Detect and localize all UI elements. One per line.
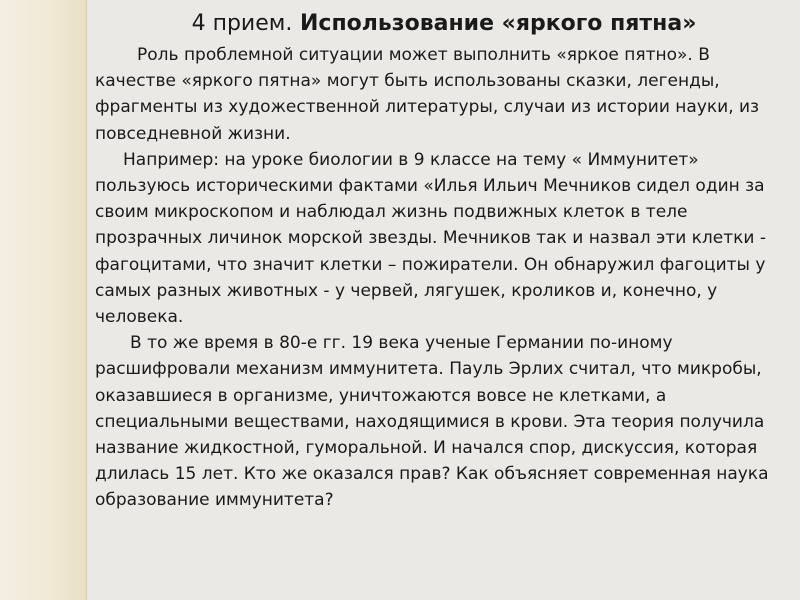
title-main: Использование «яркого пятна» <box>300 11 697 36</box>
slide-content <box>95 8 793 514</box>
paragraph-intro: Роль проблемной ситуации может выполнить «яркое пятно». В качестве «яркого пятна» могут быть использованы сказки, легенды, фрагменты из художественной литературы, случаи из истории науки, из повседневной жизни. <box>95 45 760 144</box>
paragraph-example-mechnikov: Например: на уроке биологии в 9 классе на тему « Иммунитет» пользуюсь историческими фактами «Илья Ильич Мечников сидел один за своим микроскопом и наблюдал жизнь подвижных клеток в теле прозрачных личинок морской звезды. Мечников так и назвал эти клетки - фагоцитами, что значит клетки – пожиратели. Он обнаружил фагоциты у самых разных животных - у червей, лягушек, кроликов и, конечно, у человека. <box>95 149 767 328</box>
paragraph-ehrlich-theory: В то же время в 80-е гг. 19 века ученые Германии по-иному расшифровали механизм иммунитета. Пауль Эрлих считал, что микробы, оказавшиеся в организме, уничтожаются вовсе не клетками, а специальными веществами, находящимися в крови. Эта теория получила название жидкостной, гуморальной. И начался спор, дискуссия, которая длилась 15 лет. Кто же оказался прав? Как объясняет современная наука образование иммунитета? <box>95 333 769 511</box>
decorative-side-stripe <box>0 0 86 600</box>
decorative-stripe-inner-line <box>78 0 79 600</box>
title-prefix: 4 прием. <box>191 11 293 36</box>
slide-title <box>95 8 793 40</box>
decorative-stripe-edge <box>86 0 87 600</box>
